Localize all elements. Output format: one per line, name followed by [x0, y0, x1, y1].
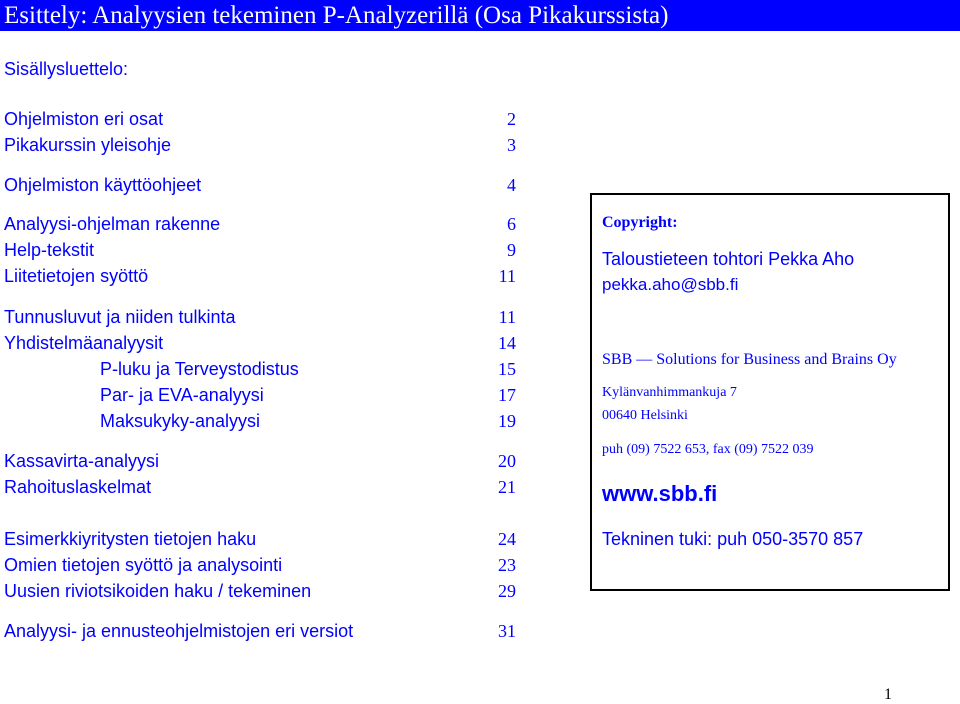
city-address: 00640 Helsinki [602, 408, 688, 423]
toc-entry[interactable] [0, 581, 520, 603]
website-link[interactable]: www.sbb.fi [602, 481, 718, 506]
toc-entry-label: Tunnusluvut ja niiden tulkinta [4, 307, 236, 327]
toc-entry-label: Ohjelmiston eri osat [4, 109, 164, 129]
phone-fax: puh (09) 7522 653, fax (09) 7522 039 [602, 442, 814, 457]
toc-entry[interactable] [0, 240, 520, 262]
copyright-label: Copyright: [602, 214, 678, 231]
toc-entry-label: Maksukyky-analyysi [100, 411, 261, 431]
street-address: Kylänvanhimmankuja 7 [602, 385, 737, 400]
toc-entry-label: Pikakurssin yleisohje [4, 135, 172, 155]
company-name: SBB — Solutions for Business and Brains Oy [602, 351, 897, 368]
toc-entry-label: Rahoituslaskelmat [4, 477, 152, 497]
toc-entry-page: 6 [507, 214, 516, 234]
toc-entry[interactable] [0, 451, 520, 473]
email-link[interactable]: pekka.aho@sbb.fi [602, 275, 739, 294]
toc-entry-page: 2 [507, 109, 516, 129]
toc-entry-page: 11 [498, 266, 516, 286]
toc-entry-label: Kassavirta-analyysi [4, 451, 160, 471]
page-title: Esittely: Analyysien tekeminen P-Analyzerillä (Osa Pikakurssista) [0, 0, 960, 31]
toc-entry-page: 24 [498, 529, 516, 549]
toc-subentry[interactable] [0, 385, 520, 407]
toc-entry[interactable] [0, 555, 520, 577]
toc-heading: Sisällysluettelo: [4, 59, 129, 79]
toc-entry-page: 14 [498, 333, 516, 353]
toc-entry[interactable] [0, 109, 520, 131]
toc-entry[interactable] [0, 307, 520, 329]
toc-entry-page: 17 [498, 385, 516, 405]
toc-entry-label: Help-tekstit [4, 240, 95, 260]
toc-entry-page: 15 [498, 359, 516, 379]
toc-entry-label: Uusien riviotsikoiden haku / tekeminen [4, 581, 312, 601]
toc-subentry[interactable] [0, 359, 520, 381]
toc-entry[interactable] [0, 266, 520, 288]
toc-entry-page: 20 [498, 451, 516, 471]
author-name: Taloustieteen tohtori Pekka Aho [602, 249, 855, 269]
toc-entry-page: 21 [498, 477, 516, 497]
toc-entry[interactable] [0, 333, 520, 355]
page-number: 1 [884, 686, 892, 703]
toc-subentry[interactable] [0, 411, 520, 433]
support-phone: Tekninen tuki: puh 050-3570 857 [602, 529, 864, 549]
toc-entry-page: 31 [498, 621, 516, 641]
contact-info-box [590, 193, 950, 591]
toc-entry[interactable] [0, 477, 520, 499]
toc-entry[interactable] [0, 621, 520, 643]
toc-entry-label: Liitetietojen syöttö [4, 266, 149, 286]
toc-entry[interactable] [0, 214, 520, 236]
toc-entry[interactable] [0, 135, 520, 157]
toc-entry-page: 23 [498, 555, 516, 575]
toc-entry-page: 19 [498, 411, 516, 431]
toc-entry-label: Analyysi-ohjelman rakenne [4, 214, 221, 234]
toc-entry-page: 11 [498, 307, 516, 327]
toc-entry-label: Analyysi- ja ennusteohjelmistojen eri versiot [4, 621, 354, 641]
toc-entry-label: Par- ja EVA-analyysi [100, 385, 264, 405]
toc-entry-page: 3 [507, 135, 516, 155]
toc-entry[interactable] [0, 175, 520, 197]
toc-entry-label: Ohjelmiston käyttöohjeet [4, 175, 202, 195]
toc-entry-label: P-luku ja Terveystodistus [100, 359, 299, 379]
toc-entry-label: Yhdistelmäanalyysit [4, 333, 164, 353]
toc-entry-page: 9 [507, 240, 516, 260]
toc-entry-page: 29 [498, 581, 516, 601]
toc-entry-label: Omien tietojen syöttö ja analysointi [4, 555, 283, 575]
toc-entry-page: 4 [507, 175, 516, 195]
toc-entry-label: Esimerkkiyritysten tietojen haku [4, 529, 257, 549]
toc-entry[interactable] [0, 529, 520, 551]
